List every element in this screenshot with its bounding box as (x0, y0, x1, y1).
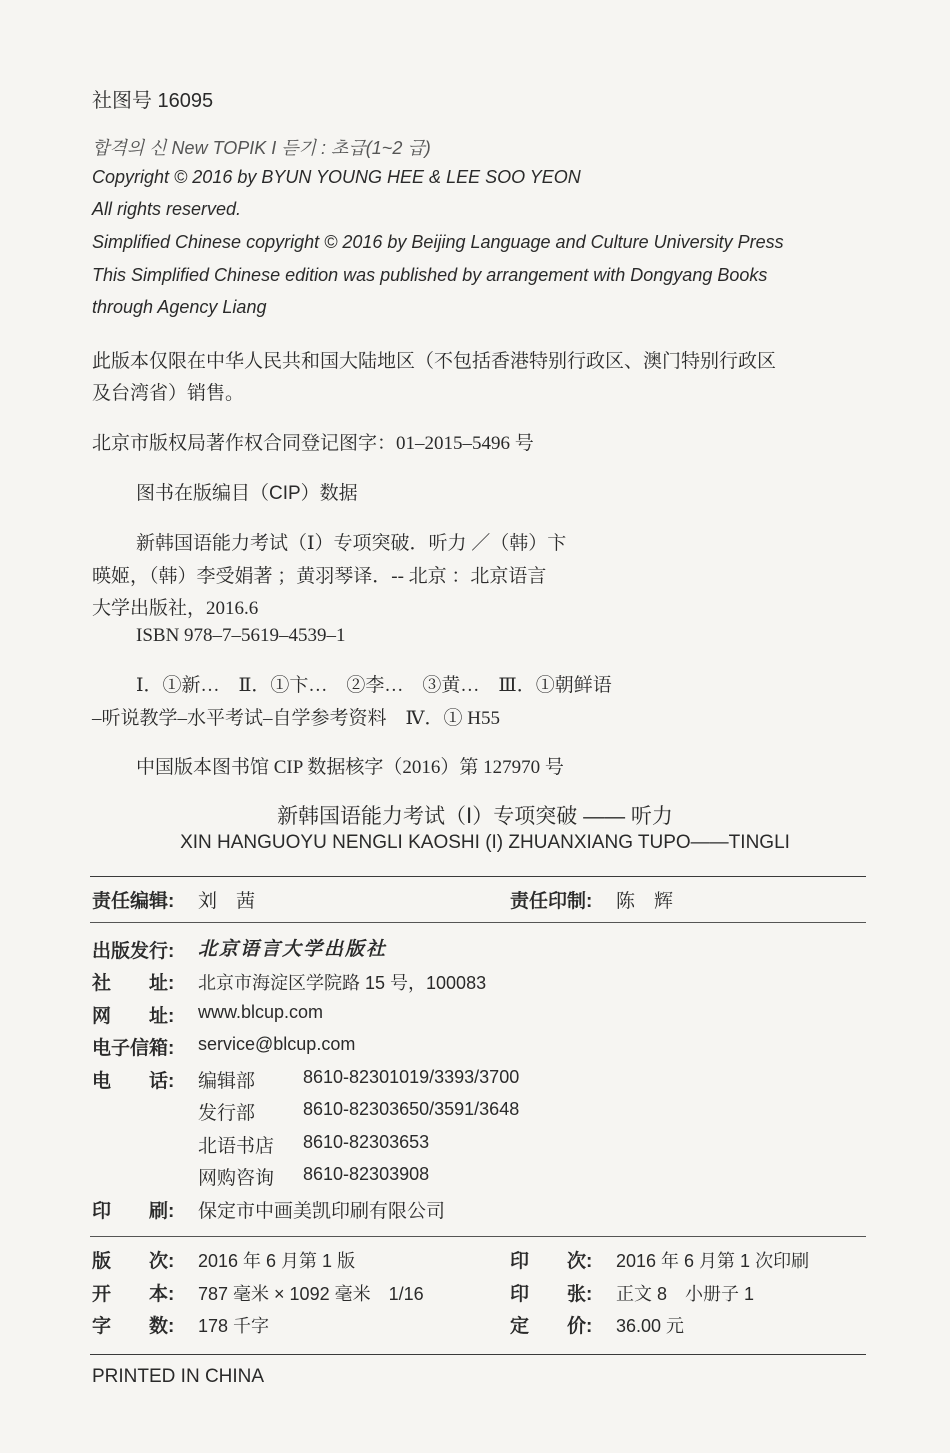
word-count-label: 字 数: (92, 1316, 175, 1337)
phone-number-editorial: 8610-82301019/3393/3700 (303, 1067, 520, 1087)
cip-verification: 中国版本图书馆 CIP 数据核字（2016）第 127970 号 (136, 757, 564, 778)
printed-in-china: PRINTED IN CHINA (92, 1366, 265, 1387)
book-title-chinese: 新韩国语能力考试（Ⅰ）专项突破 —— 听力 (277, 805, 673, 828)
phone-number-bookstore: 8610-82303653 (303, 1132, 430, 1152)
cip-entry-line-2: 暎姬，（韩）李受娟著 ；黄羽琴译．-- 北京 ：北京语言 (92, 566, 547, 587)
copyright-line-simplified: Simplified Chinese copyright © 2016 by Beijing Language and Culture University Press (92, 232, 784, 252)
cip-isbn: ISBN 978–7–5619–4539–1 (136, 625, 346, 646)
divider-top (90, 876, 866, 877)
sheets-value: 正文 8 小册子 1 (616, 1284, 755, 1304)
address-value: 北京市海淀区学院路 15 号，100083 (198, 973, 487, 993)
registration-number: 北京市版权局著作权合同登记图字：01–2015–5496 号 (92, 433, 534, 454)
email-label: 电子信箱: (92, 1038, 175, 1059)
phone-dept-editorial: 编辑部 (198, 1071, 256, 1092)
phone-dept-online: 网购咨询 (198, 1168, 275, 1189)
phone-dept-bookstore: 北语书店 (198, 1136, 275, 1157)
book-title-pinyin: XIN HANGUOYU NENGLI KAOSHI (I) ZHUANXIANG TUPO——TINGLI (180, 832, 790, 853)
copyright-line-owners: Copyright © 2016 by BYUN YOUNG HEE & LEE SOO YEON (92, 167, 581, 187)
edition-label: 版 次: (92, 1251, 175, 1272)
phone-dept-distribution: 发行部 (198, 1103, 256, 1124)
address-label: 社 址: (92, 973, 175, 994)
website-value: www.blcup.com (198, 1002, 324, 1022)
printer-value: 保定市中画美凯印刷有限公司 (198, 1201, 446, 1222)
editor-name: 刘 茜 (198, 891, 256, 912)
editor-label: 责任编辑: (92, 891, 175, 912)
printing-supervisor-name: 陈 辉 (616, 891, 674, 912)
divider-credits (90, 922, 866, 923)
cip-entry-line-3: 大学出版社，2016.6 (92, 598, 259, 619)
printer-label: 印 刷: (92, 1201, 175, 1222)
email-value: service@blcup.com (198, 1034, 356, 1054)
price-label: 定 价: (510, 1316, 593, 1337)
print-run-label: 印 次: (510, 1251, 593, 1272)
cip-heading: 图书在版编目（CIP）数据 (136, 483, 358, 504)
phone-number-online: 8610-82303908 (303, 1164, 430, 1184)
copyright-line-agency: through Agency Liang (92, 297, 267, 317)
divider-specs (90, 1236, 866, 1237)
cip-class-line-1: Ⅰ．①新… Ⅱ．①卞… ②李… ③黄… Ⅲ．①朝鲜语 (136, 675, 612, 696)
restriction-line-1: 此版本仅限在中华人民共和国大陆地区（不包括香港特别行政区、澳门特别行政区 (92, 351, 777, 372)
copyright-line-arrangement: This Simplified Chinese edition was published by arrangement with Dongyang Books (92, 265, 768, 285)
divider-bottom (90, 1354, 866, 1355)
publisher-label: 出版发行: (92, 941, 175, 962)
sheets-label: 印 张: (510, 1284, 593, 1305)
print-run-value: 2016 年 6 月第 1 次印刷 (616, 1251, 810, 1271)
restriction-line-2: 及台湾省）销售。 (92, 383, 245, 404)
copyright-line-korean: 합격의 신 New TOPIK I 듣기 : 초급(1~2 급) (92, 138, 431, 158)
cip-entry-line-1: 新韩国语能力考试（Ⅰ）专项突破．听力 ／（韩）卞 (136, 533, 567, 554)
word-count-value: 178 千字 (198, 1316, 270, 1336)
printing-supervisor-label: 责任印制: (510, 891, 593, 912)
phone-label: 电 话: (92, 1071, 175, 1092)
publisher-logotype: 北京语言大学出版社 (198, 939, 388, 960)
cip-class-line-2: –听说教学–水平考试–自学参考资料 Ⅳ．① H55 (92, 708, 500, 729)
phone-number-distribution: 8610-82303650/3591/3648 (303, 1099, 520, 1119)
format-value: 787 毫米 × 1092 毫米 1/16 (198, 1284, 424, 1304)
press-number: 社图号 16095 (92, 90, 214, 112)
website-label: 网 址: (92, 1006, 175, 1027)
price-value: 36.00 元 (616, 1316, 685, 1336)
copyright-line-rights: All rights reserved. (92, 199, 242, 219)
edition-value: 2016 年 6 月第 1 版 (198, 1251, 356, 1271)
format-label: 开 本: (92, 1284, 175, 1305)
